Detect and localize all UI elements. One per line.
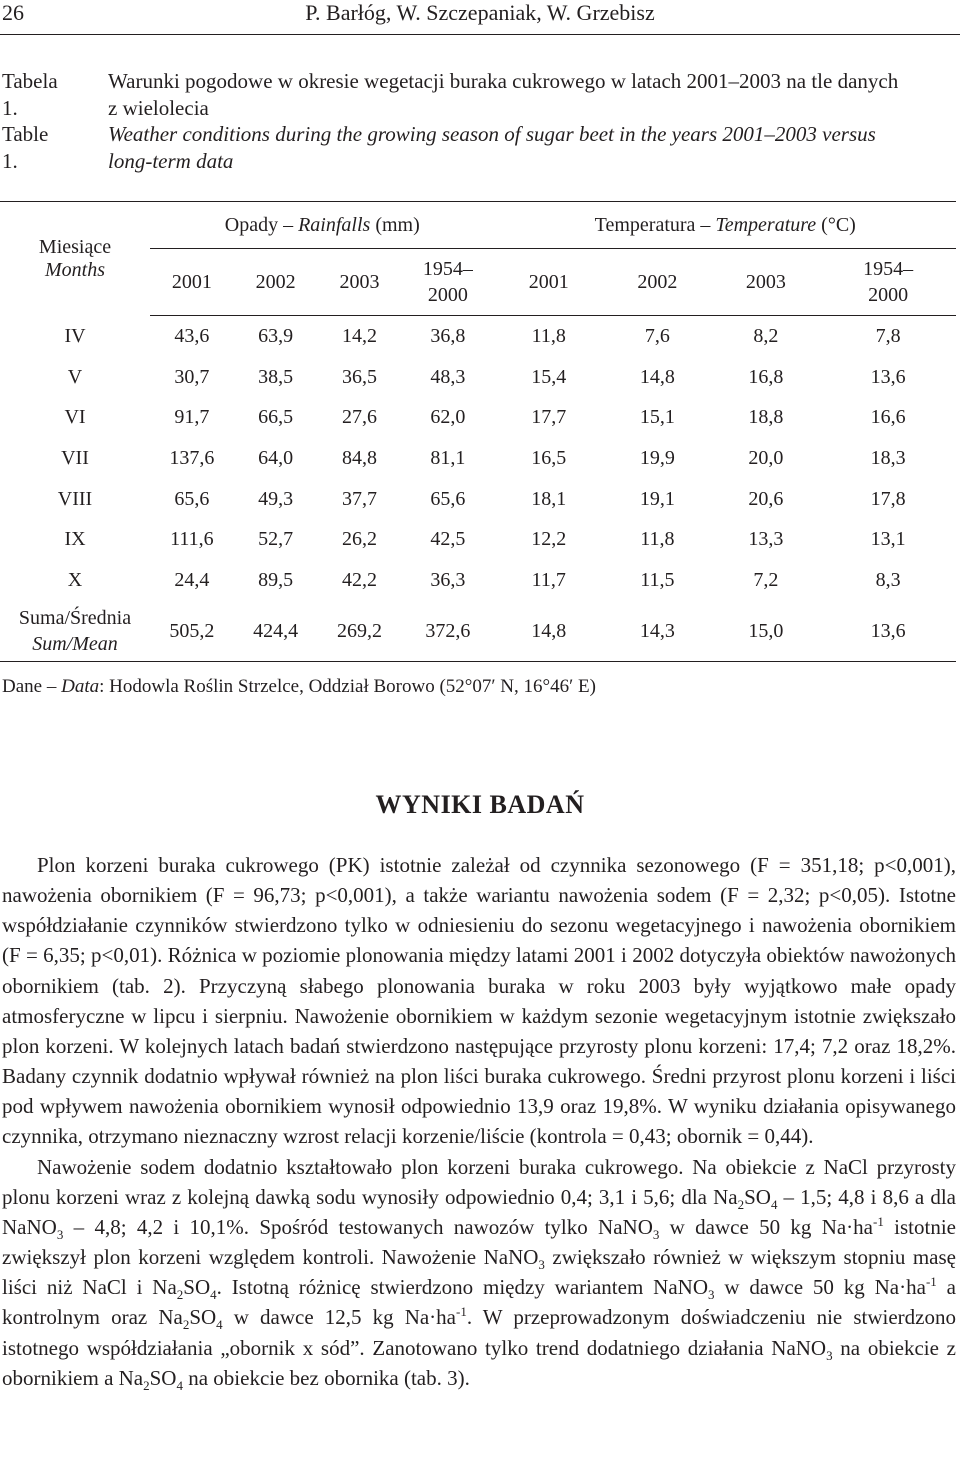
caption-pl-label: Tabela 1. [2, 69, 58, 120]
sum-cell: 15,0 [712, 601, 821, 662]
caption-en-text [108, 121, 960, 175]
caption-pl-text [108, 68, 960, 122]
value-cell: 7,6 [644, 324, 670, 347]
year-header: 2001 [150, 249, 234, 316]
sum-cell: 14,8 [495, 601, 604, 662]
table-row [0, 479, 956, 520]
results-text [2, 850, 956, 1393]
value-cell: 20,6 [748, 487, 784, 510]
month-cell: IX [64, 528, 86, 551]
value-cell: 66,5 [258, 406, 294, 429]
sum-cell: 269,2 [318, 601, 402, 662]
sum-cell: 505,2 [150, 601, 234, 662]
year-header: 2001 [495, 249, 604, 316]
value-cell: 37,7 [341, 487, 377, 510]
sum-label-pl: Suma/Średnia [18, 606, 132, 629]
value-cell: 18,8 [748, 406, 784, 429]
value-cell: 30,7 [174, 365, 210, 388]
value-cell: 48,3 [430, 365, 466, 388]
temp-unit: (°C) [816, 213, 856, 236]
value-cell: 62,0 [430, 406, 466, 429]
value-cell: 65,6 [174, 487, 210, 510]
value-cell: 19,1 [639, 487, 675, 510]
sum-cell: 13,6 [820, 601, 956, 662]
value-cell: 111,6 [170, 528, 214, 551]
caption-en-label: Table 1. [2, 122, 49, 173]
longterm-end: 2000 [427, 284, 468, 306]
page-header [0, 0, 960, 35]
header-rainfalls [150, 202, 495, 249]
value-cell: 14,8 [639, 365, 675, 388]
sum-cell: 14,3 [603, 601, 712, 662]
value-cell: 137,6 [169, 446, 215, 469]
sum-label [0, 601, 150, 662]
value-cell: 18,3 [870, 446, 906, 469]
note-text: : Hodowla Roślin Strzelce, Oddział Borowo (52°07′ N, 16°46′ E) [99, 676, 596, 697]
value-cell: 18,1 [531, 487, 567, 510]
value-cell: 17,7 [531, 406, 567, 429]
caption-pl-line1: Warunki pogodowe w okresie wegetacji buraka cukrowego w latach 2001–2003 na tle danych [108, 69, 899, 93]
rain-label-en: Rainfalls [298, 213, 371, 236]
value-cell: 19,9 [639, 446, 675, 469]
value-cell: 8,2 [753, 324, 779, 347]
table-row [0, 397, 956, 438]
running-head: P. Barłóg, W. Szczepaniak, W. Grzebisz [305, 0, 655, 25]
caption-en-line2: long-term data [108, 149, 234, 173]
value-cell: 17,8 [870, 487, 906, 510]
table-row [0, 519, 956, 560]
value-cell: 27,6 [341, 406, 377, 429]
month-cell: X [67, 568, 83, 591]
value-cell: 20,0 [748, 446, 784, 469]
value-cell: 63,9 [258, 324, 294, 347]
table-body [0, 316, 956, 601]
value-cell: 43,6 [174, 324, 210, 347]
caption-pl-line2: z wielolecia [108, 96, 209, 120]
month-cell: IV [64, 324, 86, 347]
value-cell: 13,3 [748, 528, 784, 551]
temp-label-pl: Temperatura – [594, 213, 716, 236]
page-number: 26 [2, 0, 24, 25]
value-cell: 36,8 [430, 324, 466, 347]
temp-label-en: Temperature [715, 213, 817, 236]
value-cell: 11,7 [531, 568, 566, 591]
sum-cell: 424,4 [234, 601, 318, 662]
month-cell: V [67, 365, 83, 388]
section-title: WYNIKI BADAŃ [375, 790, 585, 819]
value-cell: 16,6 [870, 406, 906, 429]
year-header-longterm [401, 249, 494, 316]
value-cell: 91,7 [174, 406, 210, 429]
paragraph-2: Nawożenie sodem dodatnio kształtowało plon korzeni buraka cukrowego. Na obiekcie z NaCl przyrosty plonu korzeni wraz z kolejną dawką sodu wynosiły odpowiednio 0,4; 3,1 i 5,6; dla $Na_2SO_4 - 1,5$; 4,8 i 8,6 a dla NaNO$_3$ – 4,8; 4,2 i 10,1%. Spośród testowanych nawozów tylko NaNO$_3$ w dawce 50 kg $Na\cdot ha^{-1}$ istotnie zwiększył plon korzeni względem kontroli. Nawożenie NaNO$_3$ zwiększało również w większym stopniu masę liści niż NaCl i $Na_2SO_4$. Istotną różnicę stwierdzono między wariantem NaNO$_3$ w dawce 50 kg $Na\cdot ha^{-1}$ a kontrolnym oraz $Na_2SO_4$ w dawce 12,5 kg $Na\cdot ha^{-1}$. W przeprowadzonym doświadczeniu nie stwierdzono istotnego współdziałania „obornik x sód”. Zanotowano tylko trend dodatniego działania NaNO$_3$ na obiekcie z obornikiem a $Na_2SO_4$ na obiekcie bez obornika (tab. 3). [2, 1154, 956, 1393]
value-cell: 38,5 [258, 365, 294, 388]
weather-table [0, 201, 956, 662]
value-cell: 11,8 [640, 528, 675, 551]
value-cell: 81,1 [430, 446, 466, 469]
longterm-start: 1954– [863, 258, 914, 280]
value-cell: 12,2 [531, 528, 567, 551]
header-temperature [495, 202, 956, 249]
value-cell: 16,8 [748, 365, 784, 388]
sum-label-en: Sum/Mean [32, 632, 118, 655]
value-cell: 42,5 [430, 528, 466, 551]
paragraph-1: Plon korzeni buraka cukrowego (PK) istotnie zależał od czynnika sezonowego (F = 351,18; p<0,001), nawożenia obornikiem (F = 96,73; p<0,001), a także wariantu nawożenia sodem (F = 2,32; p<0,05). Istotne współdziałanie czynników stwierdzono tylko w odniesieniu do sezonu wegetacyjnego i nawożenia obornikiem (F = 6,35; p<0,01). Różnica w poziomie plonowania między latami 2001 i 2002 dotyczyła obiektów nawożonych obornikiem (tab. 2). Przyczyną słabego plonowania buraka w roku 2003 były wyjątkowo małe opady atmosferyczne w lipcu i sierpniu. Nawożenie obornikiem w każdym sezonie wegetacyjnym istotnie zwiększało plon korzeni. W kolejnych latach badań stwierdzono następujące przyrosty plonu korzeni: 17,4; 7,2 oraz 18,2%. Badany czynnik dodatnio wpływał również na plon liści buraka cukrowego. Średni przyrost plonu korzeni i liści pod wpływem nawożenia obornikiem wynosił odpowiednio 13,9 oraz 19,8%. W wyniku działania opisywanego czynnika, otrzymano nieznaczny wzrost relacji korzenie/liście (kontrola = 0,43; obornik = 0,44). [2, 853, 956, 1149]
value-cell: 52,7 [258, 528, 294, 551]
value-cell: 7,2 [753, 568, 779, 591]
sum-cell: 372,6 [401, 601, 494, 662]
value-cell: 42,2 [341, 568, 377, 591]
value-cell: 49,3 [258, 487, 294, 510]
value-cell: 13,1 [870, 528, 906, 551]
value-cell: 64,0 [258, 446, 294, 469]
value-cell: 13,6 [870, 365, 906, 388]
year-header: 2003 [318, 249, 402, 316]
year-header: 2002 [234, 249, 318, 316]
value-cell: 11,5 [640, 568, 675, 591]
longterm-start: 1954– [422, 258, 473, 280]
data-source-note [2, 676, 596, 698]
value-cell: 11,8 [531, 324, 566, 347]
month-cell: VII [61, 446, 89, 469]
rain-unit: (mm) [370, 213, 420, 236]
value-cell: 16,5 [531, 446, 567, 469]
note-label-pl: Dane – [2, 676, 62, 697]
table-row [0, 357, 956, 398]
value-cell: 14,2 [341, 324, 377, 347]
value-cell: 26,2 [341, 528, 377, 551]
value-cell: 65,6 [430, 487, 466, 510]
year-header: 2003 [712, 249, 821, 316]
month-cell: VI [64, 406, 86, 429]
value-cell: 15,1 [639, 406, 675, 429]
value-cell: 84,8 [341, 446, 377, 469]
value-cell: 15,4 [531, 365, 567, 388]
value-cell: 24,4 [174, 568, 210, 591]
table-row [0, 438, 956, 479]
months-label-pl: Miesiące [38, 235, 112, 258]
month-cell: VIII [57, 487, 93, 510]
note-label-en: Data [61, 676, 100, 697]
header-months [0, 202, 150, 316]
longterm-end: 2000 [868, 284, 909, 306]
months-label-en: Months [45, 258, 105, 281]
table-row [0, 316, 956, 357]
value-cell: 8,3 [875, 568, 901, 591]
year-header-longterm [820, 249, 956, 316]
table-row [0, 560, 956, 601]
value-cell: 89,5 [258, 568, 294, 591]
value-cell: 36,3 [430, 568, 466, 591]
value-cell: 36,5 [341, 365, 377, 388]
rain-label-pl: Opady – [224, 213, 299, 236]
value-cell: 7,8 [875, 324, 901, 347]
year-header: 2002 [603, 249, 712, 316]
caption-en-line1: Weather conditions during the growing season of sugar beet in the years 2001–2003 versus [108, 122, 876, 146]
